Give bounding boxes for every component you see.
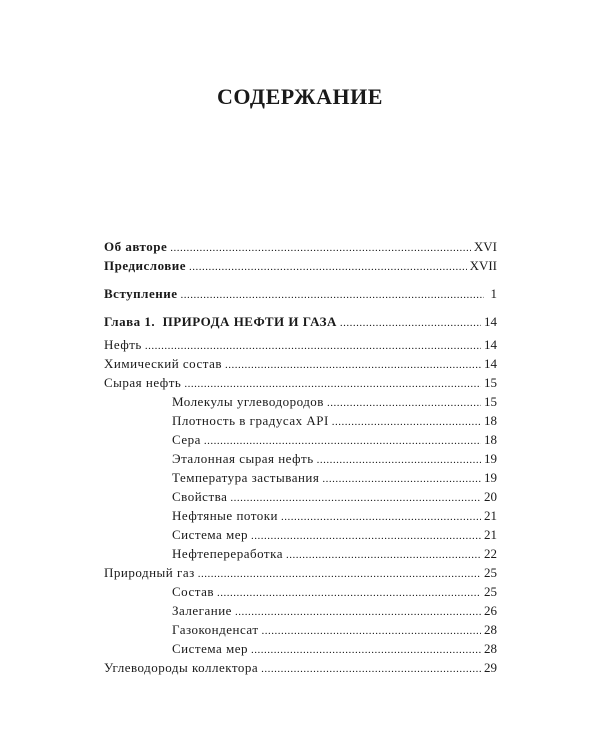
toc-entry-title: Свойства [172,489,228,504]
toc-entry-page: 19 [484,470,497,485]
dot-leader [251,639,481,660]
toc-entry-title: Система мер [172,641,249,656]
toc-entry-title: Углеводороды коллектора [104,660,259,675]
toc-entry-page: 15 [484,375,497,390]
toc-entry-title: Об авторе [104,239,168,254]
toc-entry-title: Состав [172,584,215,599]
toc-entry-title: Температура застывания [172,470,320,485]
dot-leader [281,506,481,527]
toc-entry-about-author[interactable] [104,237,497,256]
toc-entry-units-oil[interactable] [104,525,497,544]
toc-entry-page: 19 [484,451,497,466]
dot-leader [230,487,481,508]
toc-entry-page: 18 [484,432,497,447]
toc-entry-title: Молекулы углеводородов [172,394,324,409]
toc-entry-page: 1 [490,286,497,301]
dot-leader [170,237,471,258]
dot-leader [327,392,481,413]
toc-entry-title: Залегание [172,603,232,618]
toc-entry-preface[interactable] [104,256,497,275]
toc-entry-introduction[interactable] [104,284,497,303]
toc-entry-page: 14 [484,356,497,371]
dot-leader [235,601,481,622]
dot-leader [198,563,481,584]
toc-entry-page: 21 [484,527,497,542]
dot-leader [340,312,481,333]
toc-entry-page: 18 [484,413,497,428]
toc-entry-page: 29 [484,660,497,675]
toc-entry-pour-point[interactable] [104,468,497,487]
page-title: СОДЕРЖАНИЕ [217,84,383,109]
dot-leader [180,284,484,305]
dot-leader [251,525,481,546]
toc-entry-page: XVI [473,239,497,254]
dot-leader [204,430,481,451]
toc-entry-gas-condensate[interactable] [104,620,497,639]
toc-entry-title: Плотность в градусах API [172,413,329,428]
toc-entry-refining[interactable] [104,544,497,563]
toc-entry-title: Нефтяные потоки [172,508,279,523]
dot-leader [261,658,481,679]
toc-entry-sulfur[interactable] [104,430,497,449]
toc-entry-page: 25 [484,584,497,599]
toc-entry-title: Газоконденсат [172,622,259,637]
toc-entry-page: 25 [484,565,497,580]
toc-entry-composition[interactable] [104,582,497,601]
toc-entry-title: Нефтепереработка [172,546,283,561]
toc-entry-occurrence[interactable] [104,601,497,620]
toc-entry-units-gas[interactable] [104,639,497,658]
toc-entry-crude-oil[interactable] [104,373,497,392]
toc-entry-title: Нефть [104,337,142,352]
dot-leader [286,544,481,565]
dot-leader [225,354,481,375]
toc-entry-title: Сырая нефть [104,375,182,390]
toc-entry-oil[interactable] [104,335,497,354]
toc-entry-natural-gas[interactable] [104,563,497,582]
dot-leader [262,620,481,641]
toc-entry-properties[interactable] [104,487,497,506]
toc-entry-page: 22 [484,546,497,561]
dot-leader [322,468,481,489]
toc-entry-page: 28 [484,622,497,637]
dot-leader [184,373,481,394]
toc-entry-hydrocarbon-molecules[interactable] [104,392,497,411]
toc-entry-reservoir-hydrocarbons[interactable] [104,658,497,677]
toc-entry-page: 20 [484,489,497,504]
toc-entry-page: 15 [484,394,497,409]
toc-entry-page: 21 [484,508,497,523]
toc-entry-benchmark-crude[interactable] [104,449,497,468]
toc-entry-title: Вступление [104,286,178,301]
toc-entry-api-gravity[interactable] [104,411,497,430]
toc-entry-page: 14 [484,314,497,329]
toc-entry-title: Природный газ [104,565,195,580]
toc-entry-oil-streams[interactable] [104,506,497,525]
toc-entry-title: Система мер [172,527,249,542]
toc-entry-chemical-composition[interactable] [104,354,497,373]
dot-leader [332,411,481,432]
dot-leader [317,449,481,470]
dot-leader [189,256,467,277]
toc-entry-title: Глава 1. ПРИРОДА НЕФТИ И ГАЗА [104,314,337,329]
toc-entry-title: Сера [172,432,201,447]
toc-entry-page: 14 [484,337,497,352]
toc-entry-page: XVII [469,258,497,273]
toc-entry-title: Эталонная сырая нефть [172,451,314,466]
dot-leader [145,335,481,356]
dot-leader [217,582,481,603]
toc-entry-page: 28 [484,641,497,656]
table-of-contents [104,237,497,677]
toc-entry-title: Предисловие [104,258,187,273]
toc-entry-chapter-1[interactable] [104,312,497,331]
toc-entry-title: Химический состав [104,356,223,371]
toc-entry-page: 26 [484,603,497,618]
